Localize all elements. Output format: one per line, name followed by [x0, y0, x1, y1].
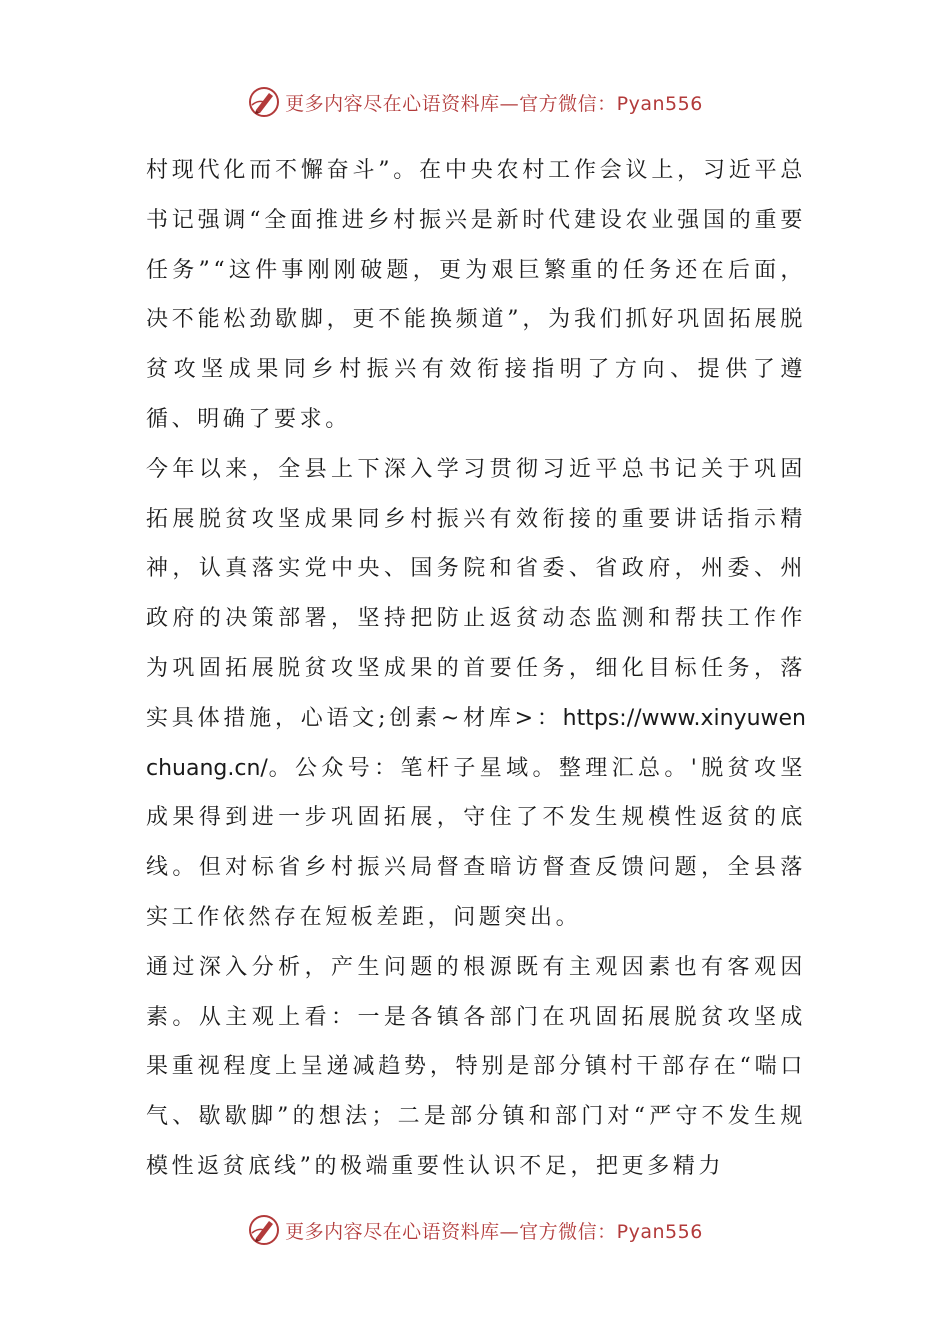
url-text: https://www.xinyuwenchuang.cn/: [146, 705, 806, 781]
paragraph-text: 。公众号：笔杆子星域。整理汇总。'脱贫攻坚成果得到进一步巩固拓展，守住了不发生规模性返贫的底线。但对标省乡村振兴局督查暗访督查反馈问题，全县落实工作依然存在短板差距，问题突出。: [146, 755, 806, 930]
footer-banner: [0, 1210, 950, 1250]
header-banner: [0, 82, 950, 122]
paragraph-text: 今年以来，全县上下深入学习贯彻习近平总书记关于巩固拓展脱贫攻坚成果同乡村振兴有效衔接的重要讲话指示精神，认真落实党中央、国务院和省委、省政府，州委、州政府的决策部署，坚持把防止返贫动态监测和帮扶工作作为巩固拓展脱贫攻坚成果的首要任务，细化目标任务，落实具体措施，心语文;创素~材库>：: [146, 456, 806, 731]
pen-logo-icon: [247, 1213, 281, 1247]
pen-logo-icon: [247, 85, 281, 119]
wechat-id: Pyan556: [616, 92, 703, 115]
paragraph: 通过深入分析，产生问题的根源既有主观因素也有客观因素。从主观上看：一是各镇各部门在巩固拓展脱贫攻坚成果重视程度上呈递减趋势，特别是部分镇村干部存在“喘口气、歇歇脚”的想法；二是部分镇和部门对“严守不发生规模性返贫底线”的极端重要性认识不足，把更多精力: [146, 954, 806, 1179]
body-text: [146, 146, 806, 1192]
paragraph: [146, 445, 806, 943]
paragraph: 村现代化而不懈奋斗”。在中央农村工作会议上，习近平总书记强调“全面推进乡村振兴是新时代建设农业强国的重要任务”“这件事刚刚破题，更为艰巨繁重的任务还在后面，决不能松劲歇脚，更不能换频道”，为我们抓好巩固拓展脱贫攻坚成果同乡村振兴有效衔接指明了方向、提供了遵循、明确了要求。: [146, 158, 806, 432]
banner-text: 更多内容尽在心语资料库—官方微信：: [285, 92, 617, 115]
wechat-id: Pyan556: [616, 1220, 703, 1243]
banner-text: 更多内容尽在心语资料库—官方微信：: [285, 1220, 617, 1243]
